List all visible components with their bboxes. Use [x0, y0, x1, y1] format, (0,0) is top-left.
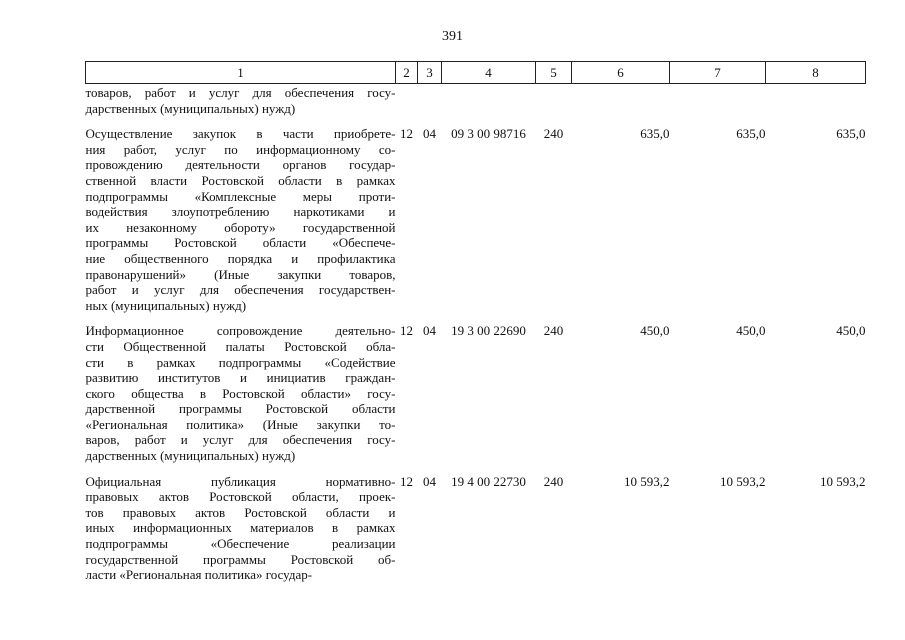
table-row-continuation [86, 84, 866, 117]
description-line: дарственной программы Ростовской области [85, 401, 396, 417]
description-line: ственной власти Ростовской области в рамках [85, 172, 396, 188]
expense-type-code: 240 [543, 323, 564, 339]
column-header: 5 [536, 62, 572, 84]
table-row [86, 464, 866, 583]
column-header: 2 [396, 62, 418, 84]
amount-col7 [670, 84, 766, 117]
description-line: тов правовых актов Ростовской области и [85, 504, 396, 520]
expense-description [86, 84, 396, 117]
column-number-header-row [86, 62, 866, 84]
amount-col6: 635,0 [640, 126, 670, 142]
amount-col6: 450,0 [640, 323, 670, 339]
section-code: 12 [400, 323, 413, 339]
description-line: ние общественного порядка и профилактика [85, 250, 396, 266]
amount-col7: 10 593,2 [720, 473, 766, 489]
subsection-code: 04 [423, 126, 436, 142]
description-line: правовых актов Ростовской области, проек- [85, 489, 396, 505]
expense-description [86, 313, 396, 463]
description-line: водействия злоупотреблению наркотиками и [85, 204, 396, 220]
description-line: Официальная публикация нормативно- [85, 473, 396, 489]
description-line: программы Ростовской области «Обеспече- [85, 235, 396, 251]
description-line: «Региональная политика» (Иные закупки то- [85, 416, 396, 432]
page-number: 391 [442, 29, 463, 44]
description-line: работ и услуг для обеспечения государствен- [85, 282, 396, 298]
expense-description [86, 464, 396, 583]
column-header: 8 [766, 62, 866, 84]
section-code [396, 84, 418, 117]
description-line: товаров, работ и услуг для обеспечения госу- [85, 85, 396, 100]
subsection-code: 04 [423, 323, 436, 339]
description-line: иных информационных материалов в рамках [85, 520, 396, 536]
section-code: 12 [400, 473, 413, 489]
description-line: ласти «Региональная политика» государ- [85, 567, 313, 583]
description-line: Осуществление закупок в части приобрете- [85, 126, 396, 142]
expense-type-code: 240 [543, 473, 564, 489]
description-line: сти Общественной палаты Ростовской обла- [85, 338, 396, 354]
description-line: Информационное сопровождение деятельно- [85, 323, 396, 339]
column-header: 4 [442, 62, 536, 84]
expense-type-code [536, 84, 572, 117]
column-header: 3 [418, 62, 442, 84]
description-line: ского общества в Ростовской области» госу- [85, 385, 396, 401]
description-line: развитию институтов и инициатив граждан- [85, 370, 396, 386]
description-line: сти в рамках подпрограммы «Содействие [85, 354, 396, 370]
amount-col7: 635,0 [736, 126, 766, 142]
subsection-code [418, 84, 442, 117]
column-header: 1 [86, 62, 396, 84]
amount-col7: 450,0 [736, 323, 766, 339]
amount-col6: 10 593,2 [624, 473, 670, 489]
description-line: дарственных (муниципальных) нужд) [85, 448, 296, 464]
target-article-code: 19 4 00 22730 [451, 473, 526, 489]
amount-col8: 10 593,2 [820, 473, 866, 489]
section-code: 12 [400, 126, 413, 142]
target-article-code: 09 3 00 98716 [451, 126, 526, 142]
subsection-code: 04 [423, 473, 436, 489]
table-row [86, 116, 866, 313]
description-line: варов, работ и услуг для обеспечения госу- [85, 432, 396, 448]
description-line: их незаконному обороту» государственной [85, 219, 396, 235]
description-line: государственной программы Ростовской об- [85, 551, 396, 567]
expense-type-code: 240 [543, 126, 564, 142]
table-row [86, 313, 866, 463]
description-line: ния работ, услуг по информационному со- [85, 141, 396, 157]
description-line: провождению деятельности органов государ- [85, 157, 396, 173]
description-line: подпрограммы «Обеспечение реализации [85, 536, 396, 552]
description-line: дарственных (муниципальных) нужд) [85, 100, 296, 116]
amount-col6 [572, 84, 670, 117]
description-line: правонарушений» (Иные закупки товаров, [85, 266, 396, 282]
column-header: 7 [670, 62, 766, 84]
description-line: подпрограммы «Комплексные меры проти- [85, 188, 396, 204]
amount-col8 [766, 84, 866, 117]
target-article-code [442, 84, 536, 117]
expense-description [86, 116, 396, 313]
description-line: ных (муниципальных) нужд) [85, 297, 247, 313]
budget-table [85, 61, 866, 583]
column-header: 6 [572, 62, 670, 84]
target-article-code: 19 3 00 22690 [451, 323, 526, 339]
amount-col8: 635,0 [836, 126, 866, 142]
amount-col8: 450,0 [836, 323, 866, 339]
